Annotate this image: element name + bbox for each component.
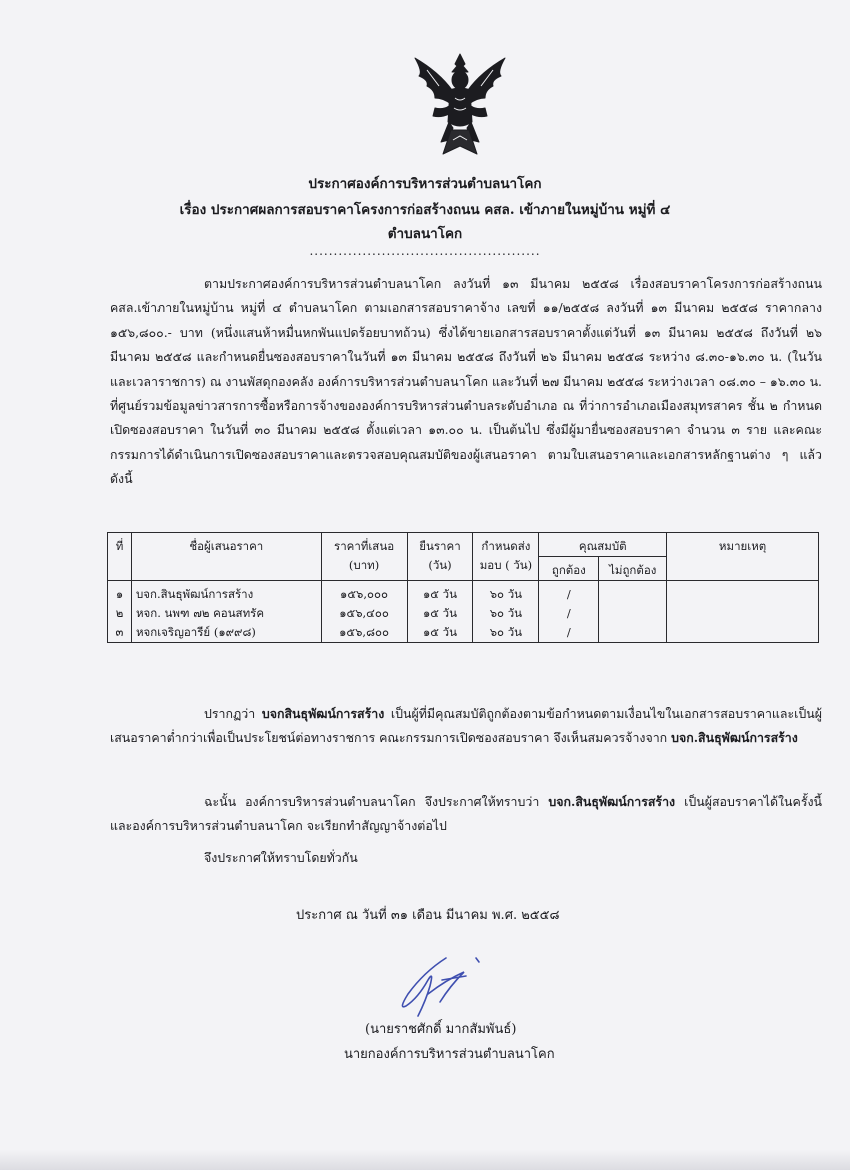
header-remark: หมายเหตุ [667, 533, 819, 581]
cell-no: ๑ [108, 581, 132, 605]
cell-price: ๑๕๖,๘๐๐ [321, 623, 407, 643]
cell-price: ๑๕๖,๔๐๐ [321, 604, 407, 623]
table-row [108, 581, 819, 605]
cell-name: หจก. นพฑ ๗๒ คอนสทรัค [131, 604, 321, 623]
winner-name-3: บจก.สินธุพัฒน์การสร้าง [548, 794, 676, 809]
result-text: เป็นผู้ที่มีคุณสมบัติถูกต้องตามข้อกำหนดตามเงื่อนไขในเอกสารสอบราคาและเป็นผู้เสนอราคาต่ำกว่าเพื่อเป็นประโยชน์ต่อทางราชการ คณะกรรมการเปิดซองสอบราคา จึงเห็นสมควรจ้างจาก [110, 706, 823, 746]
cell-remark [667, 581, 819, 605]
decision-text: เป็นผู้สอบราคาได้ในครั้งนี้และองค์การบริหารส่วนตำบลนาโคก จะเรียกทำสัญญาจ้างต่อไป [110, 794, 822, 834]
winner-name-2: บจก.สินธุพัฒน์การสร้าง [671, 730, 798, 746]
announcement-date: ประกาศ ณ วันที่ ๓๑ เดือน มีนาคม พ.ศ. ๒๕๕๘ [296, 908, 560, 923]
cell-validity: ๑๕ วัน [407, 581, 473, 605]
table-row [108, 623, 819, 643]
signatory-name: (นายราชศักดิ์ มากสัมพันธ์) [365, 1022, 517, 1037]
table-header-row [108, 533, 819, 557]
cell-delivery: ๖๐ วัน [473, 581, 539, 605]
result-paragraph [110, 702, 822, 751]
decision-text-lead: ฉะนั้น องค์การบริหารส่วนตำบลนาโคก จึงประกาศให้ทราบว่า [204, 794, 549, 809]
cell-correct: / [539, 581, 599, 605]
dotted-divider: ................................................ [309, 244, 541, 258]
announcement-title: ประกาศองค์การบริหารส่วนตำบลนาโคก [308, 176, 542, 192]
header-no: ที่ [108, 533, 132, 581]
decision-paragraph [110, 790, 822, 839]
cell-incorrect [599, 623, 667, 643]
cell-no: ๓ [108, 623, 132, 643]
cell-incorrect [599, 604, 667, 623]
cell-delivery: ๖๐ วัน [473, 623, 539, 643]
intro-paragraph: ตามประกาศองค์การบริหารส่วนตำบลนาโคก ลงวันที่ ๑๓ มีนาคม ๒๕๕๘ เรื่องสอบราคาโครงการก่อสร้างถนน คสล.เข้าภายในหมู่บ้าน หมู่ที่ ๔ ตำบลนาโคก ตามเอกสารสอบราคาจ้าง เลขที่ ๑๑/๒๕๕๘ ลงวันที่ ๑๓ มีนาคม ๒๕๕๘ ราคากลาง ๑๕๖,๘๐๐.- บาท (หนึ่งแสนห้าหมื่นหกพันแปดร้อยบาทถ้วน) ซึ่งได้ขายเอกสารสอบราคาตั้งแต่วันที่ ๑๓ มีนาคม ๒๕๕๘ ถึงวันที่ ๒๖ มีนาคม ๒๕๕๘ และกำหนดยื่นซองสอบราคาในวันที่ ๑๓ มีนาคม ๒๕๕๘ ถึงวันที่ ๒๖ มีนาคม ๒๕๕๘ ระหว่าง ๘.๓๐-๑๖.๓๐ น. (ในวันและเวลาราชการ) ณ งานพัสดุกองคลัง องค์การบริหารส่วนตำบลนาโคก และวันที่ ๒๗ มีนาคม ๒๕๕๘ ระหว่างเวลา ๐๘.๓๐ – ๑๖.๓๐ น. ที่ศูนย์รวมข้อมูลข่าวสารการซื้อหรือการจ้างขององค์การบริหารส่วนตำบลระดับอำเภอ ณ ที่ว่าการอำเภอเมืองสมุทรสาคร ชั้น ๒ กำหนดเปิดซองสอบราคา ในวันที่ ๓๐ มีนาคม ๒๕๕๘ ตั้งแต่เวลา ๑๓.๐๐ น. เป็นต้นไป ซึ่งมีผู้มายื่นซองสอบราคา จำนวน ๓ ราย และคณะกรรมการได้ดำเนินการเปิดซองสอบราคาและตรวจสอบคุณสมบัติของผู้เสนอราคา ตามใบเสนอราคาและเอกสารหลักฐานต่าง ๆ แล้ว ดังนี้ [110, 276, 822, 487]
header-delivery: กำหนดส่ง มอบ ( วัน) [473, 533, 539, 581]
garuda-emblem-icon [405, 50, 515, 160]
cell-remark [667, 604, 819, 623]
subject-line: เรื่อง ประกาศผลการสอบราคาโครงการก่อสร้างถนน คสล. เข้าภายในหมู่บ้าน หมู่ที่ ๔ [179, 202, 671, 218]
closing-paragraph: จึงประกาศให้ทราบโดยทั่วกัน [204, 850, 358, 865]
cell-delivery: ๖๐ วัน [473, 604, 539, 623]
cell-price: ๑๕๖,๐๐๐ [321, 581, 407, 605]
cell-correct: / [539, 623, 599, 643]
header-validity: ยืนราคา (วัน) [407, 533, 473, 581]
subject-line-2: ตำบลนาโคก [387, 226, 463, 242]
header-price: ราคาที่เสนอ (บาท) [321, 533, 407, 581]
cell-name: หจกเจริญอารีย์ (๑๙๙๘) [131, 623, 321, 643]
table-row [108, 604, 819, 623]
header-qualification: คุณสมบัติ [539, 533, 667, 557]
cell-no: ๒ [108, 604, 132, 623]
cell-validity: ๑๕ วัน [407, 623, 473, 643]
cell-incorrect [599, 581, 667, 605]
signature-icon [384, 950, 504, 1020]
header-bidder-name: ชื่อผู้เสนอราคา [131, 533, 321, 581]
cell-remark [667, 623, 819, 643]
result-text-lead: ปรากฏว่า [204, 706, 262, 721]
header-incorrect: ไม่ถูกต้อง [599, 557, 667, 581]
cell-validity: ๑๕ วัน [407, 604, 473, 623]
bid-results-table [107, 532, 819, 643]
cell-correct: / [539, 604, 599, 623]
winner-name: บจกสินธุพัฒน์การสร้าง [261, 706, 385, 721]
signatory-title: นายกองค์การบริหารส่วนตำบลนาโคก [344, 1047, 555, 1062]
cell-name: บจก.สินธุพัฒน์การสร้าง [131, 581, 321, 605]
header-correct: ถูกต้อง [539, 557, 599, 581]
